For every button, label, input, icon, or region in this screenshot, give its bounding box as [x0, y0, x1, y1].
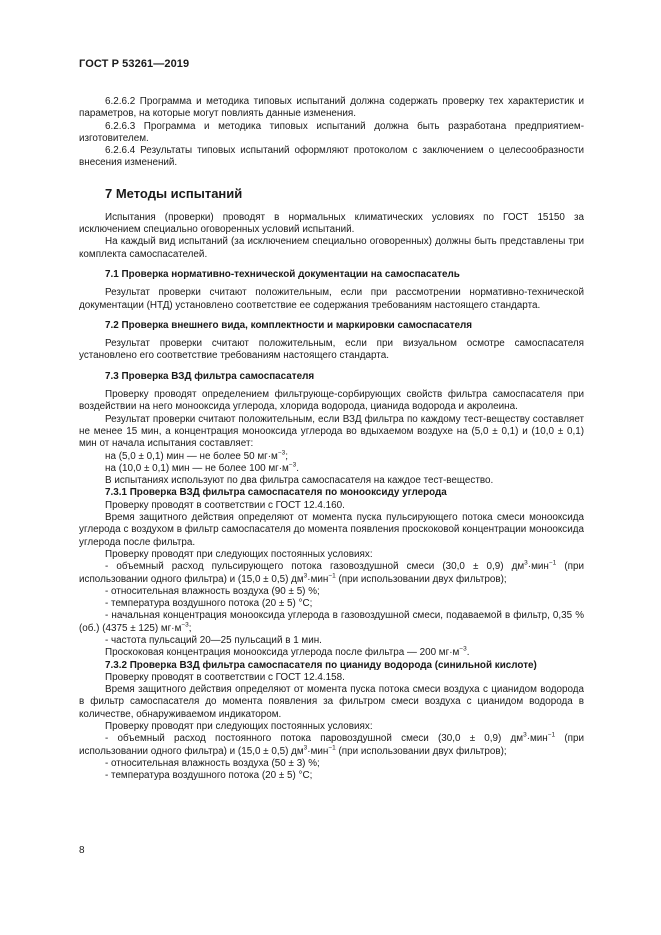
condition-text: (при использовании одного фильтра) и (15,0 ± 0,5) дм — [79, 561, 584, 585]
superscript: −3 — [277, 449, 286, 457]
condition-item: - частота пульсаций 20—25 пульсаций в 1 мин. — [105, 634, 322, 646]
limit-line — [79, 463, 584, 475]
section-7-3-1-heading: 7.3.1 Проверка ВЗД фильтра самоспасателя по монооксиду углерода — [105, 487, 447, 499]
superscript: −3 — [288, 461, 297, 469]
limit-tail: . — [296, 462, 299, 474]
section-7-3-2-paragraph: Время защитного действия определяют от момента пуска потока смеси воздуха с цианидом водорода в фильтр самоспасателя до момента появления за фильтром смеси воздуха с цианидом водорода в количестве, обнаруживаемом индикатором. — [79, 684, 584, 720]
paragraph-text: Проскоковая концентрация монооксида углерода после фильтра — 200 мг·м — [105, 647, 460, 659]
superscript: −1 — [547, 732, 556, 740]
paragraph-6-2-6-2: 6.2.6.2 Программа и методика типовых испытаний должна содержать проверку тех характеристик и параметров, на которые могут повлиять данные изменения. — [79, 96, 584, 120]
section-7-3-heading: 7.3 Проверка ВЗД фильтра самоспасателя — [105, 370, 315, 382]
limit-text: на (5,0 ± 0,1) мин — не более 50 мг·м — [105, 450, 278, 462]
condition-text: ·мин — [307, 745, 329, 757]
limit-text: на (10,0 ± 0,1) мин — не более 100 мг·м — [105, 462, 289, 474]
section-7-3-1-paragraph: Проверку проводят в соответствии с ГОСТ 12.4.160. — [105, 499, 345, 511]
condition-item: - температура воздушного потока (20 ± 5) °С; — [105, 770, 313, 782]
section-7-3-paragraph: Результат проверки считают положительным, если ВЗД фильтра по каждому тест-веществу составляет не менее 15 мин, а концентрация монооксида углерода во вдыхаемом воздухе на (5,0 ± 0,1) и (10,0 ± 0,1) мин от начала испытания составляет: — [79, 413, 584, 450]
superscript: 3 — [523, 732, 527, 740]
section-7-3-1-paragraph: Время защитного действия определяют от момента пуска пульсирующего потока смеси монооксида углерода с воздухом в фильтр самоспасателя до момента появления проскоковой концентрации монооксида углерода после фильтра. — [79, 512, 584, 548]
condition-text: (при использовании двух фильтров); — [335, 745, 507, 757]
section-7-2-paragraph: Результат проверки считают положительным, если при визуальном осмотре самоспасателя установлено его соответствие требованиям настоящего стандарта. — [79, 338, 584, 362]
superscript: −3 — [181, 621, 189, 629]
section-7-3-paragraph: В испытаниях используют по два фильтра самоспасателя на каждое тест-вещество. — [105, 475, 494, 487]
superscript: 3 — [303, 744, 308, 752]
superscript: 3 — [524, 559, 528, 567]
condition-text: ·мин — [307, 573, 329, 585]
superscript: 3 — [303, 572, 308, 580]
condition-text: (при использовании двух фильтров); — [335, 573, 507, 585]
condition-text: - объемный расход постоянного потока паровоздушной смеси (30,0 ± 0,9) дм — [105, 733, 524, 745]
page-number: 8 — [79, 845, 85, 856]
condition-item: - относительная влажность воздуха (50 ± 3) %; — [105, 757, 320, 769]
superscript: −3 — [459, 645, 467, 653]
section-7-3-paragraph: Проверку проводят определением фильтрующе-сорбирующих свойств фильтра самоспасателя при воздействии на него монооксида углерода, хлорида водорода, цианида водорода и акролеина. — [79, 389, 584, 413]
section-7-3-1-paragraph — [79, 647, 584, 659]
condition-text: ·мин — [526, 733, 548, 745]
section-7-3-2-paragraph: Проверку проводят при следующих постоянных условиях: — [105, 721, 373, 733]
condition-text: (при использовании одного фильтра) и (15,0 ± 0,5) дм — [79, 733, 585, 757]
condition-text: - начальная концентрация монооксида углерода в газовоздушной смеси, подаваемой в фильтр, 0,35 % (об.) (4375 ± 125) мг·м — [79, 610, 584, 634]
paragraph-text: . — [466, 647, 470, 659]
condition-item — [79, 610, 584, 635]
document-header: ГОСТ Р 53261—2019 — [79, 58, 190, 70]
limit-line — [79, 451, 584, 463]
superscript: −1 — [328, 744, 336, 752]
section-7-1-heading: 7.1 Проверка нормативно-технической документации на самоспасатель — [105, 268, 460, 280]
superscript: −1 — [548, 559, 557, 567]
condition-item: - относительная влажность воздуха (90 ± 5) %; — [105, 585, 320, 597]
section-7-2-heading: 7.2 Проверка внешнего вида, комплектности и маркировки самоспасателя — [105, 319, 473, 331]
condition-text: ; — [188, 622, 192, 634]
section-7-heading: 7 Методы испытаний — [105, 185, 243, 201]
section-7-3-1-paragraph: Проверку проводят при следующих постоянных условиях: — [105, 548, 373, 560]
section-7-paragraph: На каждый вид испытаний (за исключением специально оговоренных) должны быть представлены три комплекта самоспасателей. — [79, 236, 584, 260]
condition-text: ·мин — [527, 561, 549, 573]
condition-item — [79, 561, 584, 586]
superscript: −1 — [328, 572, 336, 580]
section-7-1-paragraph: Результат проверки считают положительным, если при рассмотрении нормативно-технической документации (НТД) установлено соответствие ее содержания требованиям настоящего стандарта. — [79, 287, 584, 311]
condition-item — [79, 733, 584, 758]
section-7-3-2-heading: 7.3.2 Проверка ВЗД фильтра самоспасателя по цианиду водорода (синильной кислоте) — [105, 659, 537, 671]
condition-text: - объемный расход пульсирующего потока газовоздушной смеси (30,0 ± 0,9) дм — [105, 561, 525, 573]
section-7-3-2-paragraph: Проверку проводят в соответствии с ГОСТ 12.4.158. — [105, 671, 345, 683]
section-7-paragraph: Испытания (проверки) проводят в нормальных климатических условиях по ГОСТ 15150 за исключением специально оговоренных условий испытаний. — [79, 211, 584, 236]
paragraph-6-2-6-3: 6.2.6.3 Программа и методика типовых испытаний должна быть разработана предприятием-изготовителем. — [79, 120, 584, 144]
condition-item: - температура воздушного потока (20 ± 5) °С; — [105, 598, 313, 610]
limit-tail: ; — [285, 450, 288, 462]
paragraph-6-2-6-4: 6.2.6.4 Результаты типовых испытаний оформляют протоколом с заключением о целесообразности внесения изменений. — [79, 145, 584, 169]
page-body — [79, 96, 584, 783]
